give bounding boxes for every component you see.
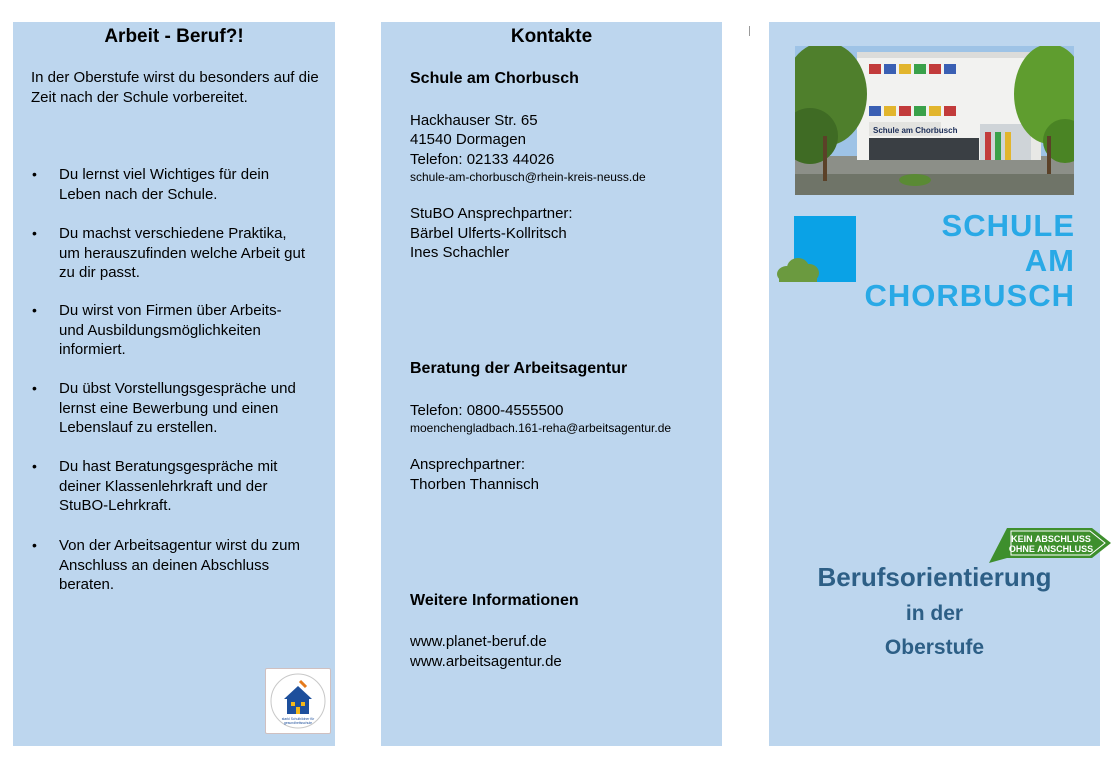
- bullet-dot: •: [32, 380, 37, 396]
- school-name-line: SCHULE: [941, 208, 1075, 243]
- list-item: • Du lernst viel Wichtiges für dein Leben nach der Schule.: [32, 166, 270, 203]
- green-bush-icon: [775, 256, 821, 284]
- school-phone: Telefon: 02133 44026: [410, 151, 555, 168]
- agency-contact-label: Ansprechpartner:: [410, 456, 526, 473]
- school-building-photo: [795, 46, 1074, 195]
- photo-sign-text: Schule am Chorbusch: [873, 126, 958, 135]
- left-panel-title: Arbeit - Beruf?!: [104, 26, 244, 47]
- list-item: • Du hast Beratungsgespräche mit deiner Klassenlehrkraft und der StuBO-Lehrkraft.: [32, 458, 278, 514]
- stubo-person: Ines Schachler: [410, 244, 510, 261]
- right-panel: [769, 22, 1100, 746]
- school-name-line: AM: [1024, 243, 1075, 278]
- agency-contact-name: Thorben Thannisch: [410, 476, 539, 493]
- school-heading: Schule am Chorbusch: [410, 70, 579, 87]
- stubo-person: Bärbel Ulferts-Kollritsch: [410, 225, 567, 242]
- health-school-logo: [265, 668, 331, 734]
- list-item: • Du machst verschiedene Praktika, um herauszufinden welche Arbeit gut zu dir passt.: [32, 225, 305, 281]
- bullet-dot: •: [32, 302, 37, 318]
- bullet-dot: •: [32, 537, 37, 553]
- link-planet-beruf[interactable]: www.planet-beruf.de: [410, 633, 547, 650]
- brochure-subtitle: Oberstufe: [884, 636, 985, 659]
- brochure-subtitle: in der: [905, 602, 964, 625]
- address-street: Hackhauser Str. 65: [410, 112, 538, 129]
- left-panel: [13, 22, 335, 746]
- sign-line-2: OHNE ANSCHLUSS: [1008, 544, 1094, 554]
- more-info-heading: Weitere Informationen: [410, 592, 579, 609]
- list-item: • Du wirst von Firmen über Arbeits- und Ausbildungsmöglichkeiten informiert.: [32, 302, 282, 358]
- stubo-label: StuBO Ansprechpartner:: [410, 205, 573, 222]
- list-item: • Du übst Vorstellungsgespräche und lernst eine Bewerbung und einen Lebenslauf zu erstellen.: [32, 380, 296, 436]
- address-city: 41540 Dormagen: [410, 131, 526, 148]
- agency-email: moenchengladbach.161-reha@arbeitsagentur.de: [410, 421, 672, 435]
- list-item: • Von der Arbeitsagentur wirst du zum Anschluss an deinen Abschluss beraten.: [32, 537, 300, 593]
- sign-line-1: KEIN ABSCHLUSS: [1011, 534, 1091, 544]
- intro-text: In der Oberstufe wirst du besonders auf die Zeit nach der Schule vorbereitet.: [31, 69, 319, 106]
- link-arbeitsagentur[interactable]: www.arbeitsagentur.de: [410, 653, 562, 670]
- bullet-dot: •: [32, 458, 37, 474]
- svg-text:gesundheitsschule: gesundheitsschule: [283, 721, 313, 725]
- school-name-line: CHORBUSCH: [864, 278, 1075, 313]
- agency-phone: Telefon: 0800-4555500: [410, 402, 564, 419]
- kein-abschluss-sign: [989, 527, 1111, 563]
- agency-heading: Beratung der Arbeitsagentur: [410, 360, 628, 377]
- middle-panel: [381, 22, 722, 746]
- page-separator: [749, 26, 750, 36]
- brochure-title: Berufsorientierung: [817, 562, 1052, 592]
- bullet-dot: •: [32, 166, 37, 182]
- bullet-dot: •: [32, 225, 37, 241]
- svg-text:starkl Schulbildner für: starkl Schulbildner für: [281, 717, 315, 721]
- contacts-title: Kontakte: [510, 26, 593, 47]
- school-email: schule-am-chorbusch@rhein-kreis-neuss.de: [410, 170, 646, 184]
